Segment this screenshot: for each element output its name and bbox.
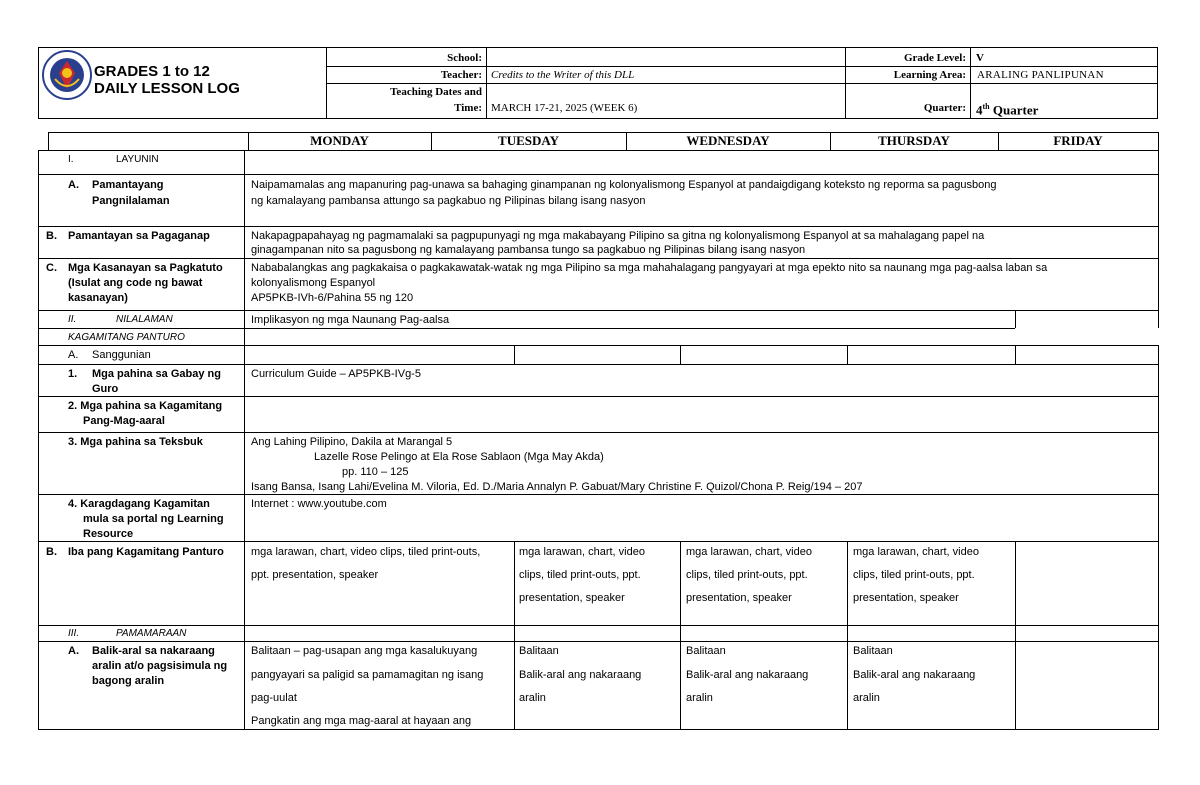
iba-pang-wednesday-1: mga larawan, chart, video xyxy=(686,546,812,558)
row-nilalaman-num: II. xyxy=(68,314,77,325)
learning-area-label: Learning Area: xyxy=(893,69,966,81)
row-teksbuk-label: 3. Mga pahina sa Teksbuk xyxy=(68,436,203,448)
row-pamantayang-num: A. xyxy=(68,179,79,191)
row-gabay-label-1: Mga pahina sa Gabay ng xyxy=(92,368,221,380)
grade-level-value: V xyxy=(976,52,984,64)
iba-pang-thursday-2: clips, tiled print-outs, ppt. xyxy=(853,569,975,581)
row-kasanayan-value-1: Nababalangkas ang pagkakaisa o pagkakawatak-watak ng mga Pilipino sa mga mahahalagang pangyayari at mga epekto nito sa naunang mga pag-aalsa laban sa xyxy=(251,262,1048,274)
row-kasanayan-value-2: kolonyalismong Espanyol xyxy=(251,277,376,289)
row-balik-label-1: Balik-aral sa nakaraang xyxy=(92,645,215,657)
iba-pang-wednesday-2: clips, tiled print-outs, ppt. xyxy=(686,569,808,581)
row-teksbuk-value-2: Lazelle Rose Pelingo at Ela Rose Sablaon (Mga May Akda) xyxy=(314,451,604,463)
balik-wednesday-1: Balitaan xyxy=(686,645,726,657)
day-header-friday: FRIDAY xyxy=(1053,133,1103,148)
balik-tuesday-3: aralin xyxy=(519,692,546,704)
day-header-thursday: THURSDAY xyxy=(878,133,950,148)
row-karagdagang-value: Internet : www.youtube.com xyxy=(251,498,387,510)
row-kasanayan-num: C. xyxy=(46,262,57,274)
row-pamamaraan-num: III. xyxy=(68,628,80,639)
row-karagdagang-label-1: 4. Karagdagang Kagamitan xyxy=(68,498,210,510)
iba-pang-tuesday-3: presentation, speaker xyxy=(519,592,625,604)
row-iba-pang-label: Iba pang Kagamitang Panturo xyxy=(68,546,224,558)
row-pamantayang-label-2: Pangnilalaman xyxy=(92,195,170,207)
row-teksbuk-value-1: Ang Lahing Pilipino, Dakila at Marangal 5 xyxy=(251,436,453,448)
teacher-label: Teacher: xyxy=(440,69,482,81)
row-balik-label-2: aralin at/o pagsisimula ng xyxy=(92,660,228,672)
balik-monday-2: pangyayari sa paligid sa pamamagitan ng isang xyxy=(251,669,484,681)
balik-monday-4: Pangkatin ang mga mag-aaral at hayaan ang xyxy=(251,715,472,727)
row-nilalaman-value: Implikasyon ng mga Naunang Pag-aalsa xyxy=(251,314,450,326)
balik-tuesday-1: Balitaan xyxy=(519,645,559,657)
quarter-label: Quarter: xyxy=(923,102,966,114)
row-pamantayang-value-2: ng kamalayang pambansa attungo sa pagkabuo ng Pilipinas bilang isang nasyon xyxy=(251,195,646,207)
balik-thursday-2: Balik-aral ang nakaraang xyxy=(853,669,976,681)
row-teksbuk-value-4: Isang Bansa, Isang Lahi/Evelina M. Viloria, Ed. D./Maria Annalyn P. Gabuat/Mary Christine F. Quizol/Chona P. Reig/194 – 207 xyxy=(251,481,863,493)
balik-tuesday-2: Balik-aral ang nakaraang xyxy=(519,669,642,681)
quarter-suffix: th xyxy=(982,102,990,111)
dates-label-1: Teaching Dates and xyxy=(390,86,482,98)
grade-level-label: Grade Level: xyxy=(903,52,966,64)
iba-pang-monday-2: ppt. presentation, speaker xyxy=(251,569,379,581)
row-pamantayang-value-1: Naipamamalas ang mapanuring pag-unawa sa bahaging ginampanan ng kolonyalismong Espanyol at pandaigdigang koteksto ng reporma sa pagusbong xyxy=(251,179,997,191)
row-sanggunian-num: A. xyxy=(68,349,79,361)
row-pagaganap-label: Pamantayan sa Pagaganap xyxy=(68,230,210,242)
row-teksbuk-value-3: pp. 110 – 125 xyxy=(342,466,409,478)
row-pagaganap-value-1: Nakapagpapahayag ng pagmamalaki sa pagpupunyagi ng mga makabayang Pilipino sa gitna ng kolonyalismong Espanyol at sa mahalagang papel na xyxy=(251,230,985,242)
iba-pang-thursday-1: mga larawan, chart, video xyxy=(853,546,979,558)
deped-seal-icon xyxy=(41,49,93,101)
row-sanggunian-label: Sanggunian xyxy=(92,349,151,361)
row-kasanayan-value-3: AP5PKB-IVh-6/Pahina 55 ng 120 xyxy=(251,292,414,304)
balik-wednesday-2: Balik-aral ang nakaraang xyxy=(686,669,809,681)
iba-pang-tuesday-2: clips, tiled print-outs, ppt. xyxy=(519,569,641,581)
row-gabay-num: 1. xyxy=(68,368,78,380)
row-kagamitang-pang-label-2: Pang-Mag-aaral xyxy=(83,415,165,427)
school-label: School: xyxy=(447,52,482,64)
row-kasanayan-label-3: kasanayan) xyxy=(68,292,128,304)
iba-pang-thursday-3: presentation, speaker xyxy=(853,592,959,604)
teacher-value: Credits to the Writer of this DLL xyxy=(491,69,635,81)
row-balik-label-3: bagong aralin xyxy=(92,675,165,687)
row-pamantayang-label-1: Pamantayang xyxy=(92,179,164,191)
row-kagamitang-pang-label-1: 2. Mga pahina sa Kagamitang xyxy=(68,400,223,412)
balik-thursday-1: Balitaan xyxy=(853,645,893,657)
dll-title-line2: DAILY LESSON LOG xyxy=(94,80,240,97)
row-karagdagang-label-3: Resource xyxy=(83,528,134,540)
day-header-monday: MONDAY xyxy=(310,133,369,148)
day-header-wednesday: WEDNESDAY xyxy=(686,133,770,148)
row-kagamitan-label: KAGAMITANG PANTURO xyxy=(68,332,185,343)
iba-pang-monday-1: mga larawan, chart, video clips, tiled print-outs, xyxy=(251,546,481,558)
row-balik-num: A. xyxy=(68,645,79,657)
row-gabay-value: Curriculum Guide – AP5PKB-IVg-5 xyxy=(251,368,421,380)
balik-monday-1: Balitaan – pag-usapan ang mga kasalukuyang xyxy=(251,645,478,657)
row-nilalaman-label: NILALAMAN xyxy=(116,314,173,325)
dll-title-line1: GRADES 1 to 12 xyxy=(94,63,210,80)
balik-thursday-3: aralin xyxy=(853,692,880,704)
row-pagaganap-value-2: ginagampanan nito sa pagusbong ng kamalayang pambansa tungo sa pagkabuo ng Pilipinas bilang isang nasyon xyxy=(251,244,806,256)
balik-wednesday-3: aralin xyxy=(686,692,713,704)
row-pagaganap-num: B. xyxy=(46,230,57,242)
dates-value: MARCH 17-21, 2025 (WEEK 6) xyxy=(491,102,638,114)
dates-label-2: Time: xyxy=(454,102,482,114)
row-layunin-num: I. xyxy=(68,154,74,165)
quarter-value xyxy=(976,99,1038,118)
row-kasanayan-label-2: (Isulat ang code ng bawat xyxy=(68,277,203,289)
quarter-number: 4 xyxy=(976,102,983,118)
row-layunin-label: LAYUNIN xyxy=(116,154,159,165)
iba-pang-wednesday-3: presentation, speaker xyxy=(686,592,792,604)
row-iba-pang-num: B. xyxy=(46,546,57,558)
quarter-word: Quarter xyxy=(989,102,1039,118)
day-header-tuesday: TUESDAY xyxy=(498,133,559,148)
row-karagdagang-label-2: mula sa portal ng Learning xyxy=(83,513,224,525)
row-gabay-label-2: Guro xyxy=(92,383,119,395)
learning-area-value: ARALING PANLIPUNAN xyxy=(977,69,1104,81)
balik-monday-3: pag-uulat xyxy=(251,692,297,704)
row-kasanayan-label-1: Mga Kasanayan sa Pagkatuto xyxy=(68,262,223,274)
iba-pang-tuesday-1: mga larawan, chart, video xyxy=(519,546,645,558)
row-pamamaraan-label: PAMAMARAAN xyxy=(116,628,187,639)
